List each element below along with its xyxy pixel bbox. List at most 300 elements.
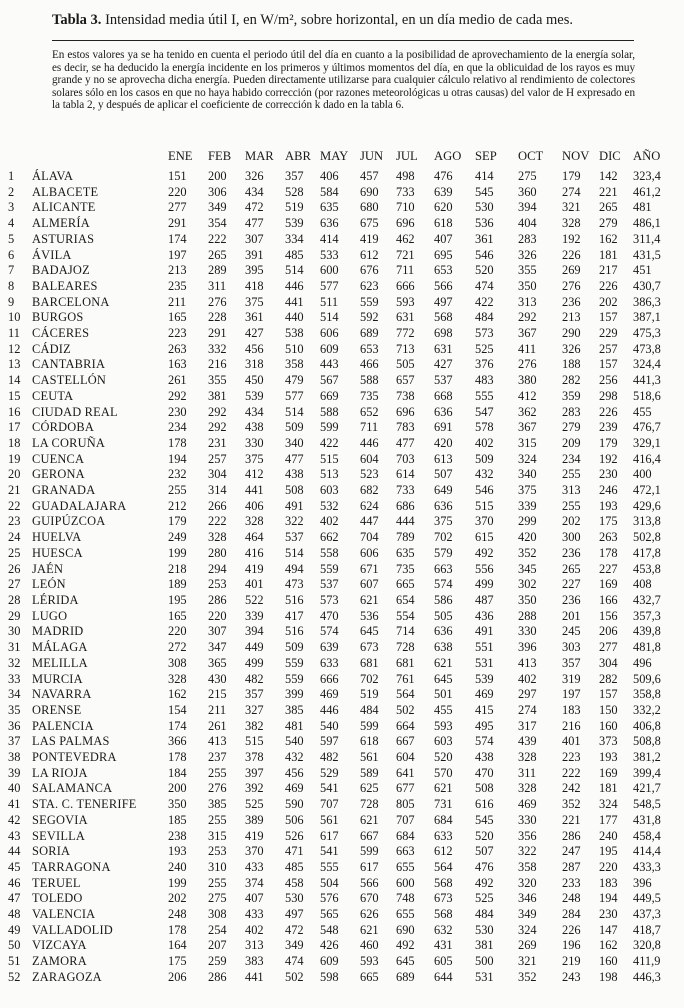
- row-number: 9: [8, 294, 15, 309]
- value-cell: 332,2: [633, 702, 661, 717]
- table-row: [8, 593, 673, 609]
- value-cell: 669: [320, 388, 339, 403]
- row-number: 3: [8, 200, 15, 215]
- intro-paragraph: En estos valores ya se ha tenido en cuenta el periodo útil del día en cuanto a la posibilidad de aprovechamiento de la energía solar, es decir, se ha deducido la energía incidente en los primeros y últimos momentos del día, en que la oblicuidad de los rayos es muy grande y no se aprovecha dicha energía. Pueden directamente utilizarse para cualquier cálculo relativo al rendimiento de colectores solares sólo en los casos en que no haya habido corrección (por razones meteorológicas u otras causas) del valor de H expresado en la tabla 2, y después de aplicar el coeficiente de corrección k dado en la tabla 6.: [52, 49, 635, 112]
- value-cell: 482: [245, 671, 264, 686]
- value-cell: 279: [562, 420, 581, 435]
- province-name: SORIA: [32, 844, 71, 859]
- value-cell: 574: [475, 734, 494, 749]
- value-cell: 598: [320, 969, 339, 984]
- row-number: 46: [8, 875, 21, 890]
- table-number: Tabla 3.: [52, 12, 102, 28]
- column-header: ENE: [168, 148, 193, 163]
- value-cell: 276: [562, 278, 581, 293]
- value-cell: 328: [518, 750, 537, 765]
- value-cell: 565: [320, 907, 339, 922]
- table-row: [8, 248, 673, 264]
- value-cell: 346: [518, 891, 537, 906]
- value-cell: 655: [396, 859, 415, 874]
- value-cell: 255: [208, 812, 227, 827]
- value-cell: 352: [518, 969, 537, 984]
- province-name: TARRAGONA: [32, 859, 111, 874]
- value-cell: 234: [168, 420, 187, 435]
- value-cell: 603: [434, 734, 453, 749]
- value-cell: 406: [320, 169, 339, 183]
- province-name: CÁCERES: [32, 326, 90, 341]
- value-cell: 460: [360, 938, 379, 953]
- value-cell: 728: [360, 797, 379, 812]
- value-cell: 545: [475, 184, 494, 199]
- value-cell: 621: [360, 812, 379, 827]
- value-cell: 407: [245, 891, 264, 906]
- value-cell: 414: [320, 231, 339, 246]
- value-cell: 358,8: [633, 687, 661, 702]
- value-cell: 689: [396, 969, 415, 984]
- value-cell: 276: [208, 781, 227, 796]
- value-cell: 525: [475, 891, 494, 906]
- value-cell: 350: [518, 592, 537, 607]
- province-name: GUADALAJARA: [32, 498, 127, 513]
- table-row: [8, 829, 673, 845]
- row-number: 44: [8, 844, 21, 859]
- value-cell: 304: [208, 467, 227, 482]
- value-cell: 603: [320, 483, 339, 498]
- value-cell: 559: [285, 671, 304, 686]
- value-cell: 245: [562, 624, 581, 639]
- value-cell: 160: [599, 954, 618, 969]
- value-cell: 385: [285, 702, 304, 717]
- value-cell: 738: [396, 388, 415, 403]
- value-cell: 494: [285, 561, 304, 576]
- value-cell: 530: [475, 200, 494, 215]
- value-cell: 317: [518, 718, 537, 733]
- value-cell: 446: [360, 435, 379, 450]
- row-number: 32: [8, 655, 21, 670]
- value-cell: 311: [518, 765, 537, 780]
- value-cell: 399: [285, 687, 304, 702]
- value-cell: 482: [320, 750, 339, 765]
- value-cell: 299: [518, 514, 537, 529]
- value-cell: 178: [168, 435, 187, 450]
- value-cell: 259: [208, 954, 227, 969]
- value-cell: 573: [475, 326, 494, 341]
- table-row: [8, 719, 673, 735]
- value-cell: 328: [208, 530, 227, 545]
- value-cell: 362: [518, 404, 537, 419]
- province-name: MÁLAGA: [32, 640, 88, 655]
- value-cell: 311: [208, 278, 227, 293]
- value-cell: 427: [245, 326, 264, 341]
- value-cell: 255: [208, 875, 227, 890]
- column-header: NOV: [562, 148, 590, 163]
- value-cell: 530: [285, 891, 304, 906]
- value-cell: 473: [285, 577, 304, 592]
- value-cell: 509,6: [633, 671, 661, 686]
- value-cell: 361: [245, 310, 264, 325]
- value-cell: 484: [475, 310, 494, 325]
- value-cell: 644: [434, 969, 453, 984]
- province-name: LAS PALMAS: [32, 734, 110, 749]
- value-cell: 516: [285, 592, 304, 607]
- value-cell: 221: [599, 184, 618, 199]
- value-cell: 277: [168, 200, 187, 215]
- value-cell: 668: [434, 388, 453, 403]
- value-cell: 192: [599, 451, 618, 466]
- value-cell: 179: [168, 514, 187, 529]
- province-name: STA. C. TENERIFE: [32, 797, 137, 812]
- value-cell: 449: [245, 640, 264, 655]
- value-cell: 381: [208, 388, 227, 403]
- value-cell: 175: [168, 954, 187, 969]
- value-cell: 509: [285, 640, 304, 655]
- value-cell: 226: [562, 247, 581, 262]
- value-cell: 216: [208, 357, 227, 372]
- value-cell: 477: [396, 435, 415, 450]
- value-cell: 177: [599, 812, 618, 827]
- value-cell: 728: [396, 640, 415, 655]
- table-row: [8, 577, 673, 593]
- value-cell: 789: [396, 530, 415, 545]
- value-cell: 566: [434, 278, 453, 293]
- value-cell: 179: [599, 435, 618, 450]
- value-cell: 438: [475, 750, 494, 765]
- value-cell: 232: [168, 467, 187, 482]
- value-cell: 297: [518, 687, 537, 702]
- value-cell: 654: [396, 592, 415, 607]
- value-cell: 473,8: [633, 341, 661, 356]
- value-cell: 349: [208, 200, 227, 215]
- value-cell: 677: [396, 781, 415, 796]
- table-row: [8, 483, 673, 499]
- value-cell: 193: [599, 498, 618, 513]
- province-name: ORENSE: [32, 702, 82, 717]
- value-cell: 588: [360, 373, 379, 388]
- irradiance-table: [8, 143, 673, 986]
- table-row: [8, 687, 673, 703]
- value-cell: 632: [434, 922, 453, 937]
- row-number: 6: [8, 247, 15, 262]
- value-cell: 387,1: [633, 310, 661, 325]
- value-cell: 196: [562, 938, 581, 953]
- value-cell: 357: [245, 687, 264, 702]
- value-cell: 298: [599, 388, 618, 403]
- value-cell: 220: [208, 608, 227, 623]
- table-caption: Intensidad media útil I, en W/m², sobre horizontal, en un día medio de cada mes.: [105, 12, 574, 28]
- value-cell: 710: [396, 200, 415, 215]
- value-cell: 280: [208, 545, 227, 560]
- value-cell: 469: [518, 797, 537, 812]
- value-cell: 286: [208, 592, 227, 607]
- value-cell: 261: [168, 373, 187, 388]
- value-cell: 520: [475, 828, 494, 843]
- value-cell: 165: [168, 310, 187, 325]
- value-cell: 340: [518, 467, 537, 482]
- value-cell: 666: [396, 278, 415, 293]
- value-cell: 508: [285, 483, 304, 498]
- value-cell: 366: [168, 734, 187, 749]
- value-cell: 226: [599, 404, 618, 419]
- value-cell: 604: [360, 451, 379, 466]
- table-row: [8, 813, 673, 829]
- value-cell: 441,3: [633, 373, 661, 388]
- value-cell: 579: [434, 545, 453, 560]
- row-number: 39: [8, 765, 21, 780]
- value-cell: 558: [320, 545, 339, 560]
- value-cell: 289: [208, 263, 227, 278]
- value-cell: 202: [562, 514, 581, 529]
- value-cell: 633: [320, 655, 339, 670]
- value-cell: 528: [285, 184, 304, 199]
- value-cell: 586: [434, 592, 453, 607]
- value-cell: 438: [285, 467, 304, 482]
- value-cell: 711: [360, 420, 379, 435]
- value-cell: 455: [434, 702, 453, 717]
- value-cell: 655: [396, 907, 415, 922]
- value-cell: 174: [168, 718, 187, 733]
- value-cell: 378: [245, 750, 264, 765]
- value-cell: 193: [168, 844, 187, 859]
- value-cell: 236: [562, 592, 581, 607]
- value-cell: 457: [360, 169, 379, 183]
- value-cell: 696: [396, 404, 415, 419]
- value-cell: 447: [360, 514, 379, 529]
- value-cell: 748: [396, 891, 415, 906]
- province-name: ALICANTE: [32, 200, 96, 215]
- value-cell: 330: [518, 812, 537, 827]
- value-cell: 386,3: [633, 294, 661, 309]
- column-header: AÑO: [633, 148, 661, 163]
- value-cell: 618: [434, 216, 453, 231]
- value-cell: 436: [475, 608, 494, 623]
- value-cell: 434: [245, 404, 264, 419]
- value-cell: 151: [168, 169, 187, 183]
- province-name: SEGOVIA: [32, 812, 88, 827]
- value-cell: 288: [518, 608, 537, 623]
- province-name: LA RIOJA: [32, 765, 88, 780]
- value-cell: 636: [434, 624, 453, 639]
- table-row: [8, 640, 673, 656]
- value-cell: 682: [360, 483, 379, 498]
- value-cell: 481,8: [633, 640, 661, 655]
- value-cell: 614: [396, 467, 415, 482]
- row-number: 8: [8, 278, 15, 293]
- value-cell: 253: [208, 577, 227, 592]
- value-cell: 541: [320, 781, 339, 796]
- value-cell: 266: [208, 498, 227, 513]
- value-cell: 417,8: [633, 545, 661, 560]
- value-cell: 476,7: [633, 420, 661, 435]
- value-cell: 599: [360, 844, 379, 859]
- value-cell: 653: [434, 263, 453, 278]
- value-cell: 418,7: [633, 922, 661, 937]
- value-cell: 772: [396, 326, 415, 341]
- value-cell: 399,4: [633, 765, 661, 780]
- value-cell: 486,1: [633, 216, 661, 231]
- value-cell: 227: [562, 577, 581, 592]
- value-cell: 201: [562, 608, 581, 623]
- value-cell: 380: [518, 373, 537, 388]
- value-cell: 667: [396, 734, 415, 749]
- column-header: MAR: [245, 148, 274, 163]
- value-cell: 359: [562, 388, 581, 403]
- value-cell: 431: [434, 938, 453, 953]
- table-row: [8, 797, 673, 813]
- province-name: PALENCIA: [32, 718, 94, 733]
- value-cell: 707: [396, 812, 415, 827]
- value-cell: 511: [320, 294, 339, 309]
- value-cell: 286: [208, 969, 227, 984]
- row-number: 42: [8, 812, 21, 827]
- value-cell: 175: [599, 514, 618, 529]
- value-cell: 402: [518, 671, 537, 686]
- value-cell: 504: [320, 875, 339, 890]
- value-cell: 200: [208, 169, 227, 183]
- province-name: LEÓN: [32, 577, 66, 592]
- value-cell: 714: [396, 624, 415, 639]
- value-cell: 385: [208, 797, 227, 812]
- value-cell: 195: [599, 844, 618, 859]
- value-cell: 189: [168, 577, 187, 592]
- value-cell: 162: [599, 938, 618, 953]
- value-cell: 257: [599, 341, 618, 356]
- value-cell: 609: [320, 341, 339, 356]
- value-cell: 230: [599, 907, 618, 922]
- value-cell: 612: [360, 247, 379, 262]
- value-cell: 420: [434, 435, 453, 450]
- value-cell: 690: [396, 922, 415, 937]
- table-row: [8, 876, 673, 892]
- value-cell: 221: [562, 812, 581, 827]
- value-cell: 275: [518, 169, 537, 183]
- value-cell: 666: [320, 671, 339, 686]
- value-cell: 420: [518, 530, 537, 545]
- value-cell: 163: [168, 357, 187, 372]
- value-cell: 160: [599, 718, 618, 733]
- value-cell: 497: [285, 907, 304, 922]
- value-cell: 450: [245, 373, 264, 388]
- value-cell: 476: [475, 859, 494, 874]
- value-cell: 444: [396, 514, 415, 529]
- value-cell: 279: [599, 216, 618, 231]
- value-cell: 593: [434, 718, 453, 733]
- value-cell: 484: [360, 702, 379, 717]
- value-cell: 321: [518, 954, 537, 969]
- value-cell: 530: [475, 922, 494, 937]
- row-number: 21: [8, 483, 21, 498]
- value-cell: 169: [599, 577, 618, 592]
- value-cell: 604: [396, 750, 415, 765]
- value-cell: 427: [434, 357, 453, 372]
- value-cell: 529: [320, 765, 339, 780]
- value-cell: 181: [599, 781, 618, 796]
- province-name: HUESCA: [32, 545, 83, 560]
- value-cell: 375: [434, 514, 453, 529]
- value-cell: 508,8: [633, 734, 661, 749]
- column-header: OCT: [518, 148, 544, 163]
- value-cell: 283: [562, 404, 581, 419]
- row-number: 34: [8, 687, 21, 702]
- value-cell: 313: [518, 294, 537, 309]
- value-cell: 253: [208, 844, 227, 859]
- value-cell: 242: [562, 781, 581, 796]
- value-cell: 292: [208, 404, 227, 419]
- value-cell: 233: [562, 875, 581, 890]
- value-cell: 451: [633, 263, 652, 278]
- value-cell: 554: [396, 608, 415, 623]
- value-cell: 783: [396, 420, 415, 435]
- value-cell: 479: [285, 373, 304, 388]
- value-cell: 561: [320, 812, 339, 827]
- table-row: [8, 844, 673, 860]
- row-number: 11: [8, 326, 20, 341]
- value-cell: 347: [208, 640, 227, 655]
- row-number: 38: [8, 750, 21, 765]
- row-number: 50: [8, 938, 21, 953]
- value-cell: 234: [562, 451, 581, 466]
- value-cell: 492: [475, 875, 494, 890]
- value-cell: 375: [245, 451, 264, 466]
- value-cell: 432,7: [633, 592, 661, 607]
- table-row: [8, 781, 673, 797]
- value-cell: 209: [562, 435, 581, 450]
- value-cell: 631: [396, 310, 415, 325]
- value-cell: 374: [245, 875, 264, 890]
- value-cell: 623: [360, 278, 379, 293]
- value-cell: 207: [208, 938, 227, 953]
- value-cell: 322: [285, 514, 304, 529]
- column-header: SEP: [475, 148, 497, 163]
- value-cell: 313: [562, 483, 581, 498]
- value-cell: 213: [562, 310, 581, 325]
- value-cell: 536: [360, 608, 379, 623]
- value-cell: 505: [434, 608, 453, 623]
- row-number: 37: [8, 734, 21, 749]
- value-cell: 303: [562, 640, 581, 655]
- value-cell: 219: [562, 954, 581, 969]
- table-row: [8, 200, 673, 216]
- value-cell: 291: [168, 216, 187, 231]
- province-name: ZAMORA: [32, 954, 87, 969]
- value-cell: 625: [360, 781, 379, 796]
- value-cell: 541: [320, 844, 339, 859]
- value-cell: 223: [562, 750, 581, 765]
- value-cell: 381: [475, 938, 494, 953]
- province-name: MELILLA: [32, 655, 88, 670]
- value-cell: 392: [245, 781, 264, 796]
- row-number: 16: [8, 404, 21, 419]
- province-name: GUIPÚZCOA: [32, 514, 106, 529]
- row-number: 49: [8, 922, 21, 937]
- province-name: TOLEDO: [32, 891, 83, 906]
- value-cell: 555: [320, 859, 339, 874]
- value-cell: 174: [168, 231, 187, 246]
- value-cell: 360: [518, 184, 537, 199]
- value-cell: 514: [285, 404, 304, 419]
- value-cell: 313,8: [633, 514, 661, 529]
- table-row: [8, 954, 673, 970]
- value-cell: 350: [518, 278, 537, 293]
- province-name: LA CORUÑA: [32, 435, 106, 450]
- column-header: AGO: [434, 148, 462, 163]
- value-cell: 367: [518, 326, 537, 341]
- value-cell: 352: [562, 797, 581, 812]
- value-cell: 291: [208, 326, 227, 341]
- value-cell: 365: [208, 655, 227, 670]
- value-cell: 431,8: [633, 812, 661, 827]
- value-cell: 540: [320, 718, 339, 733]
- value-cell: 547: [475, 404, 494, 419]
- value-cell: 355: [518, 263, 537, 278]
